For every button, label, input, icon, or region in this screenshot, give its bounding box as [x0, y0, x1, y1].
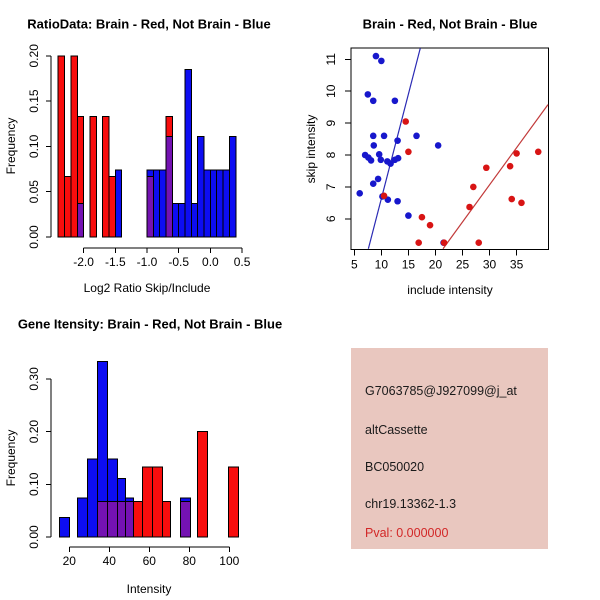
- hist-bar-red: [152, 467, 162, 537]
- scatter-point-blue: [356, 190, 363, 197]
- y-tick-label: 10: [324, 84, 338, 98]
- scatter-point-blue: [368, 157, 375, 164]
- hist-bar-red: [103, 117, 109, 237]
- red-fit-line: [443, 105, 548, 249]
- hist-bar-blue: [153, 170, 159, 237]
- hist-bar-red: [58, 56, 64, 237]
- y-tick-label: 0.20: [27, 419, 41, 444]
- scatter-point-blue: [392, 97, 399, 104]
- info-panel-background: [351, 348, 548, 549]
- info-event-type: altCassette: [365, 423, 428, 437]
- ratio-hist-ylabel: Frequency: [4, 117, 18, 175]
- x-tick-label: 15: [401, 257, 416, 272]
- x-tick-label: -1.0: [136, 255, 158, 269]
- hist-bar-blue: [191, 203, 197, 237]
- x-tick-label: 10: [374, 257, 389, 272]
- scatter-ylabel: skip intensity: [304, 114, 318, 184]
- x-tick-label: 0.5: [233, 255, 251, 269]
- hist-bar-blue: [210, 170, 216, 237]
- y-tick-label: 0.30: [27, 367, 41, 391]
- info-accession: BC050020: [365, 460, 425, 474]
- scatter-point-blue: [395, 155, 402, 162]
- hist-bar-blue: [217, 170, 223, 237]
- scatter-point-blue: [413, 133, 420, 140]
- scatter-point-blue: [370, 97, 377, 104]
- scatter-point-red: [441, 239, 448, 246]
- hist-bar-blue: [59, 518, 69, 537]
- hist-bar-blue: [160, 170, 166, 237]
- blue-fit-line: [368, 48, 420, 249]
- x-tick-label: 60: [142, 554, 156, 568]
- scatter-point-red: [415, 239, 422, 246]
- hist-bar-blue: [185, 69, 191, 237]
- y-tick-label: 0.00: [27, 225, 41, 249]
- x-tick-label: 35: [509, 257, 524, 272]
- hist-bar-blue: [229, 136, 235, 237]
- hist-bar-red: [65, 176, 71, 237]
- scatter-point-blue: [378, 58, 385, 65]
- scatter-point-red: [508, 196, 515, 203]
- scatter-point-red: [381, 193, 388, 200]
- hist-bar-blue: [198, 136, 204, 237]
- scatter-point-blue: [373, 53, 380, 60]
- scatter-point-red: [419, 214, 426, 221]
- scatter-point-red: [483, 164, 490, 171]
- gene-hist-ylabel: Frequency: [4, 429, 18, 487]
- hist-bar-red: [162, 502, 170, 537]
- scatter-point-red: [427, 222, 434, 229]
- x-tick-label: -2.0: [73, 255, 94, 269]
- scatter-point-red: [405, 149, 412, 156]
- scatter-point-red: [466, 204, 473, 211]
- hist-bar-overlap: [147, 176, 153, 237]
- hist-bar-red: [133, 502, 142, 537]
- scatter-point-red: [513, 150, 520, 157]
- x-tick-label: 30: [482, 257, 497, 272]
- hist-bar-overlap: [125, 502, 133, 537]
- scatter-xlabel: include intensity: [407, 283, 493, 297]
- scatter-point-red: [507, 163, 514, 170]
- scatter-point-blue: [381, 133, 388, 140]
- scatter-point-red: [535, 149, 542, 156]
- x-tick-label: 20: [428, 257, 443, 272]
- hist-bar-overlap: [77, 203, 83, 237]
- hist-bar-overlap: [180, 502, 190, 537]
- hist-bar-red: [228, 467, 238, 537]
- scatter-point-red: [475, 239, 482, 246]
- hist-bar-overlap: [117, 502, 125, 537]
- y-tick-label: 9: [324, 119, 338, 127]
- y-tick-label: 0.10: [27, 134, 41, 159]
- x-tick-label: 100: [219, 554, 240, 568]
- y-tick-label: 0.15: [27, 89, 41, 113]
- info-locus: chr19.13362-1.3: [365, 497, 457, 511]
- x-tick-label: -1.5: [104, 255, 126, 269]
- hist-bar-red: [90, 117, 96, 237]
- y-tick-label: 0.10: [27, 472, 41, 496]
- scatter-point-red: [518, 200, 525, 207]
- y-tick-label: 6: [324, 215, 338, 223]
- scatter-point-blue: [394, 137, 401, 144]
- x-tick-label: 25: [455, 257, 470, 272]
- scatter-point-red: [402, 118, 409, 125]
- gene-hist-xlabel: Intensity: [126, 582, 172, 596]
- scatter-point-blue: [405, 212, 412, 219]
- hist-bar-blue: [204, 170, 210, 237]
- hist-bar-blue: [115, 170, 121, 237]
- y-tick-label: 8: [324, 151, 338, 159]
- scatter-title: Brain - Red, Not Brain - Blue: [362, 16, 538, 32]
- y-tick-label: 0.00: [27, 525, 41, 549]
- x-tick-label: -0.5: [168, 255, 190, 269]
- y-tick-label: 11: [324, 53, 338, 66]
- y-tick-label: 0.05: [27, 180, 41, 204]
- hist-bar-red: [197, 432, 207, 537]
- x-tick-label: 20: [62, 554, 76, 568]
- x-tick-label: 40: [102, 554, 116, 568]
- scatter-point-blue: [370, 133, 377, 140]
- hist-bar-blue: [223, 170, 229, 237]
- scatter-point-blue: [394, 198, 401, 205]
- ratio-hist-xlabel: Log2 Ratio Skip/Include: [83, 281, 211, 295]
- ratio-hist-title: RatioData: Brain - Red, Not Brain - Blue: [27, 16, 271, 32]
- hist-bar-blue: [87, 459, 97, 537]
- gene-hist-title: Gene Itensity: Brain - Red, Not Brain - Blue: [17, 316, 283, 332]
- hist-bar-overlap: [107, 502, 117, 537]
- scatter-point-red: [470, 184, 477, 191]
- scatter-point-blue: [435, 142, 442, 149]
- hist-bar-overlap: [97, 502, 107, 537]
- plot-box: [351, 48, 548, 250]
- info-probe-id: G7063785@J927099@j_at: [365, 384, 517, 398]
- hist-bar-red: [142, 467, 152, 537]
- scatter-point-blue: [378, 156, 385, 163]
- scatter-point-blue: [375, 176, 382, 183]
- y-tick-label: 7: [324, 183, 338, 191]
- hist-bar-overlap: [166, 136, 172, 237]
- hist-bar-blue: [77, 498, 87, 537]
- hist-bar-blue: [172, 203, 178, 237]
- info-pval: Pval: 0.000000: [365, 526, 449, 540]
- scatter-point-blue: [365, 91, 372, 98]
- scatter-point-blue: [370, 180, 377, 187]
- hist-bar-red: [109, 176, 115, 237]
- y-tick-label: 0.20: [27, 44, 41, 68]
- scatter-point-blue: [370, 142, 377, 149]
- x-tick-label: 80: [182, 554, 196, 568]
- hist-bar-red: [71, 56, 77, 237]
- x-tick-label: 0.0: [202, 255, 219, 269]
- x-tick-label: 5: [350, 257, 358, 272]
- hist-bar-blue: [179, 203, 185, 237]
